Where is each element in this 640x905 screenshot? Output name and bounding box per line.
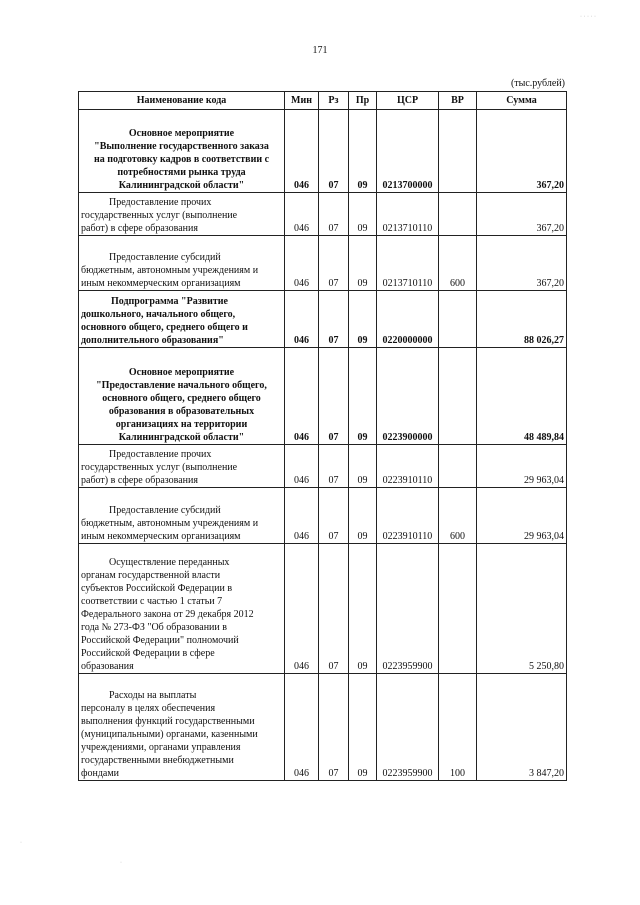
pr-cell: 09 xyxy=(349,236,377,291)
vr-cell: 100 xyxy=(439,674,477,781)
name-line: Калининградской области" xyxy=(118,180,245,191)
name-line: Основное мероприятие xyxy=(128,367,235,378)
name-line: субъектов Российской Федерации в xyxy=(81,583,233,594)
min-cell: 046 xyxy=(285,110,319,193)
name-line: работ) в сфере образования xyxy=(81,475,198,486)
vr-cell xyxy=(439,445,477,488)
header-pr: Пр xyxy=(349,92,377,110)
min-cell: 046 xyxy=(285,348,319,445)
pr-cell: 09 xyxy=(349,488,377,544)
pr-cell: 09 xyxy=(349,291,377,348)
name-line: образования в образовательных xyxy=(108,406,255,417)
vr-cell xyxy=(439,193,477,236)
header-min: Мин xyxy=(285,92,319,110)
sum-cell: 48 489,84 xyxy=(477,348,567,445)
vr-cell: 600 xyxy=(439,236,477,291)
name-line: Российской Федерации в сфере xyxy=(81,648,215,659)
table-row xyxy=(79,348,567,445)
vr-cell xyxy=(439,544,477,674)
name-line: бюджетным, автономным учреждениям и xyxy=(81,265,259,276)
name-line: Калининградской области" xyxy=(118,432,245,443)
budget-table xyxy=(78,91,567,781)
name-cell xyxy=(79,291,285,348)
pr-cell: 09 xyxy=(349,110,377,193)
name-line: работ) в сфере образования xyxy=(81,223,198,234)
csr-cell: 0223900000 xyxy=(377,348,439,445)
name-line: основного общего, среднего общего и xyxy=(81,322,248,333)
name-line: выполнения функций государственными xyxy=(81,716,255,727)
name-line: персоналу в целях обеспечения xyxy=(81,703,216,714)
name-cell xyxy=(79,348,285,445)
name-cell xyxy=(79,110,285,193)
min-cell: 046 xyxy=(285,236,319,291)
name-line: Осуществление переданных xyxy=(109,557,230,568)
pr-cell: 09 xyxy=(349,348,377,445)
name-line: органам государственной власти xyxy=(81,570,221,581)
table-row xyxy=(79,674,567,781)
min-cell: 046 xyxy=(285,445,319,488)
vr-cell xyxy=(439,291,477,348)
scan-speck: · xyxy=(120,860,122,866)
name-line: Основное мероприятие xyxy=(128,128,235,139)
name-line: (муниципальными) органами, казенными xyxy=(81,729,258,740)
vr-cell xyxy=(439,348,477,445)
csr-cell: 0220000000 xyxy=(377,291,439,348)
name-cell xyxy=(79,193,285,236)
units-label: (тыс.рублей) xyxy=(510,78,565,89)
scan-speck: · · · · · xyxy=(580,14,596,20)
min-cell: 046 xyxy=(285,488,319,544)
name-cell xyxy=(79,674,285,781)
page-number: 171 xyxy=(312,45,328,56)
name-line: дошкольного, начального общего, xyxy=(81,309,236,320)
csr-cell: 0223910110 xyxy=(377,488,439,544)
name-line: организациях на территории xyxy=(115,419,248,430)
min-cell: 046 xyxy=(285,544,319,674)
table-header-row xyxy=(79,92,567,110)
name-line: учреждениями, органами управления xyxy=(81,742,241,753)
name-line: государственных услуг (выполнение xyxy=(81,462,238,473)
min-cell: 046 xyxy=(285,674,319,781)
header-name: Наименование кода xyxy=(79,92,285,110)
name-line: Предоставление прочих xyxy=(109,197,212,208)
name-line: Расходы на выплаты xyxy=(109,690,197,701)
name-line: государственными внебюджетными xyxy=(81,755,234,766)
rz-cell: 07 xyxy=(319,445,349,488)
header-csr: ЦСР xyxy=(377,92,439,110)
sum-cell: 367,20 xyxy=(477,193,567,236)
rz-cell: 07 xyxy=(319,488,349,544)
sum-cell: 29 963,04 xyxy=(477,488,567,544)
header-vr: ВР xyxy=(439,92,477,110)
csr-cell: 0223910110 xyxy=(377,445,439,488)
table-row xyxy=(79,236,567,291)
name-line: Федерального закона от 29 декабря 2012 xyxy=(81,609,254,620)
pr-cell: 09 xyxy=(349,674,377,781)
min-cell: 046 xyxy=(285,193,319,236)
sum-cell: 5 250,80 xyxy=(477,544,567,674)
name-line: на подготовку кадров в соответствии с xyxy=(93,154,270,165)
name-line: Подпрограмма "Развитие xyxy=(111,296,228,307)
name-line: Российской Федерации" полномочий xyxy=(81,635,239,646)
sum-cell: 367,20 xyxy=(477,236,567,291)
csr-cell: 0213710110 xyxy=(377,193,439,236)
name-line: фондами xyxy=(81,768,120,779)
name-cell xyxy=(79,544,285,674)
table-row xyxy=(79,445,567,488)
name-line: основного общего, среднего общего xyxy=(102,393,261,404)
scan-speck: · xyxy=(20,840,22,846)
table-row xyxy=(79,110,567,193)
sum-cell: 29 963,04 xyxy=(477,445,567,488)
name-line: потребностями рынка труда xyxy=(117,167,246,178)
name-line: Предоставление субсидий xyxy=(109,252,221,263)
name-line: иным некоммерческим организациям xyxy=(81,278,241,289)
pr-cell: 09 xyxy=(349,193,377,236)
rz-cell: 07 xyxy=(319,110,349,193)
header-rz: Рз xyxy=(319,92,349,110)
name-line: соответствии с частью 1 статьи 7 xyxy=(81,596,223,607)
rz-cell: 07 xyxy=(319,193,349,236)
table-row xyxy=(79,488,567,544)
name-line: Предоставление субсидий xyxy=(109,505,221,516)
rz-cell: 07 xyxy=(319,236,349,291)
rz-cell: 07 xyxy=(319,674,349,781)
name-line: Предоставление прочих xyxy=(109,449,212,460)
sum-cell: 367,20 xyxy=(477,110,567,193)
csr-cell: 0223959900 xyxy=(377,674,439,781)
table-row xyxy=(79,291,567,348)
name-line: бюджетным, автономным учреждениям и xyxy=(81,518,259,529)
name-cell xyxy=(79,488,285,544)
header-sum: Сумма xyxy=(477,92,567,110)
name-line: государственных услуг (выполнение xyxy=(81,210,238,221)
min-cell: 046 xyxy=(285,291,319,348)
sum-cell: 88 026,27 xyxy=(477,291,567,348)
sum-cell: 3 847,20 xyxy=(477,674,567,781)
name-line: образования xyxy=(81,661,134,672)
csr-cell: 0223959900 xyxy=(377,544,439,674)
rz-cell: 07 xyxy=(319,544,349,674)
rz-cell: 07 xyxy=(319,291,349,348)
name-line: "Выполнение государственного заказа xyxy=(94,141,269,152)
table-row xyxy=(79,544,567,674)
name-line: "Предоставление начального общего, xyxy=(96,380,267,391)
name-line: года № 273-ФЗ "Об образовании в xyxy=(81,622,227,633)
pr-cell: 09 xyxy=(349,544,377,674)
vr-cell: 600 xyxy=(439,488,477,544)
name-line: иным некоммерческим организациям xyxy=(81,531,241,542)
name-line: дополнительного образования" xyxy=(81,335,224,346)
name-cell xyxy=(79,445,285,488)
csr-cell: 0213700000 xyxy=(377,110,439,193)
csr-cell: 0213710110 xyxy=(377,236,439,291)
pr-cell: 09 xyxy=(349,445,377,488)
vr-cell xyxy=(439,110,477,193)
rz-cell: 07 xyxy=(319,348,349,445)
table-row xyxy=(79,193,567,236)
name-cell xyxy=(79,236,285,291)
